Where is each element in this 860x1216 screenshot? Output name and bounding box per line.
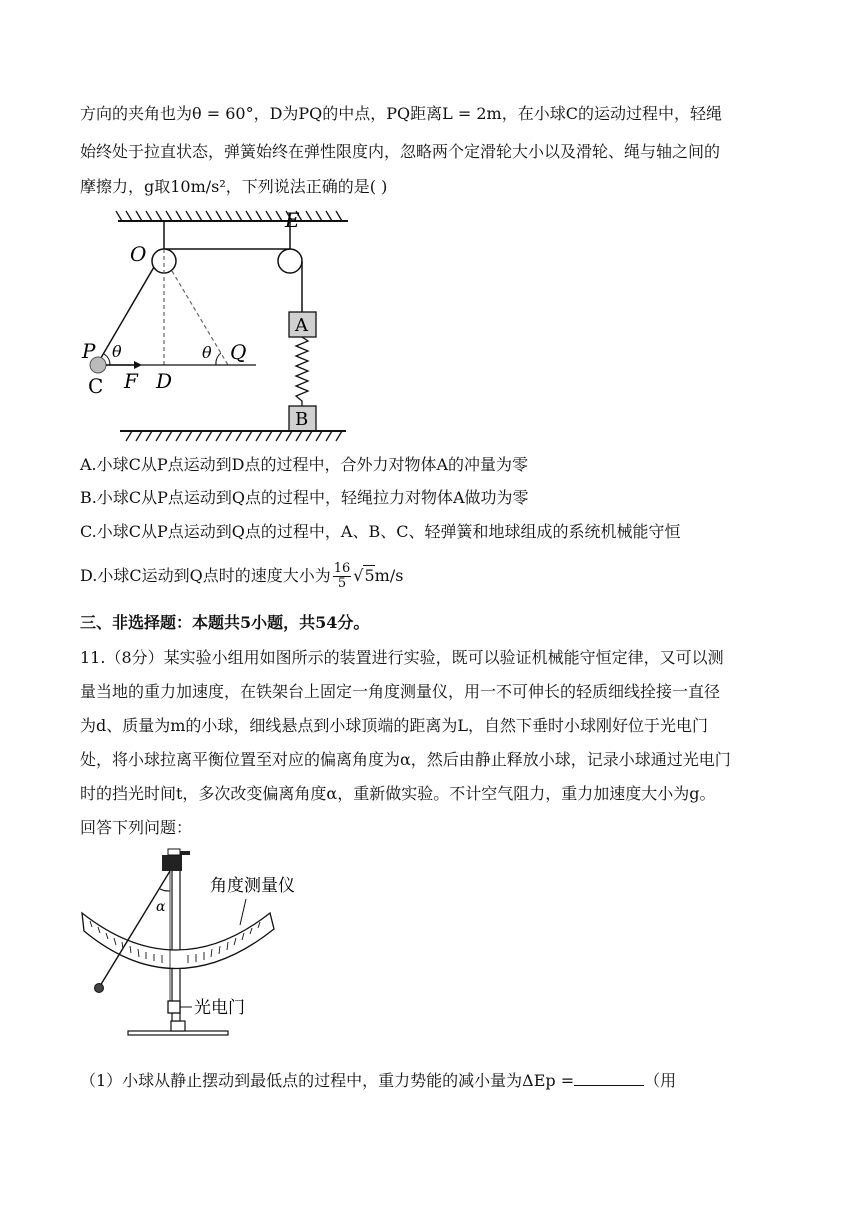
label-a: A — [295, 315, 308, 336]
q11-line-6: 回答下列问题： — [80, 818, 193, 837]
option-a: A.小球C从P点运动到D点的过程中，合外力对物体A的冲量为零 — [80, 455, 529, 474]
label-angle-meter: 角度测量仪 — [210, 876, 295, 896]
option-b: B.小球C从P点运动到Q点的过程中，轻绳拉力对物体A做功为零 — [80, 488, 529, 507]
q11-line-2: 量当地的重力加速度，在铁架台上固定一角度测量仪，用一不可伸长的轻质细线拴接一直径 — [80, 682, 721, 701]
intro-line-1: 方向的夹角也为θ = 60°，D为PQ的中点，PQ距离L = 2m，在小球C的运动过程中，轻绳 — [80, 104, 722, 123]
top-clamp — [162, 855, 182, 871]
angle-meter-diagram — [78, 845, 295, 1045]
label-c: C — [88, 374, 104, 398]
q11-part1 — [80, 1069, 676, 1093]
pendulum-ball — [95, 984, 104, 993]
q11-line-5: 时的挡光时间t，多次改变偏离角度α，重新做实验。不计空气阻力，重力加速度大小为g。 — [80, 784, 716, 803]
label-alpha: α — [156, 899, 166, 915]
q11-part1-prefix: （1）小球从静止摆动到最低点的过程中，重力势能的减小量为ΔEp = — [80, 1071, 575, 1090]
label-f: F — [124, 369, 138, 393]
section-heading: 三、非选择题：本题共5小题，共54分。 — [80, 613, 370, 632]
intro-line-2: 始终处于拉直状态，弹簧始终在弹性限度内，忽略两个定滑轮大小以及滑轮、绳与轴之间的 — [80, 142, 721, 161]
answer-blank[interactable] — [574, 1069, 644, 1086]
option-c: C.小球C从P点运动到Q点的过程中，A、B、C、轻弹簧和地球组成的系统机械能守恒 — [80, 522, 681, 541]
label-b: B — [295, 409, 309, 430]
q11-line-4: 处，将小球拉离平衡位置至对应的偏离角度为α，然后由静止释放小球，记录小球通过光电门 — [80, 750, 731, 769]
label-q: Q — [230, 340, 247, 364]
label-p: P — [82, 339, 96, 363]
option-d-root: 5 — [364, 566, 375, 585]
option-d-prefix: D.小球C运动到Q点时的速度大小为 — [80, 566, 331, 585]
q11-line-1: 11.（8分）某实验小组用如图所示的装置进行实验，既可以验证机械能守恒定律，又可以测 — [80, 648, 724, 667]
option-d-unit: m/s — [374, 566, 404, 585]
option-d-numerator: 16 — [333, 561, 351, 576]
pulley-e — [278, 249, 302, 273]
pulley-spring-diagram — [78, 205, 368, 445]
intro-line-3: 摩擦力，g取10m/s²，下列说法正确的是( ) — [80, 177, 388, 196]
option-d-denominator: 5 — [337, 576, 347, 591]
q11-line-3: 为d、质量为m的小球，细线悬点到小球顶端的距离为L，自然下垂时小球刚好位于光电门 — [80, 716, 709, 735]
spring — [296, 337, 308, 406]
label-d: D — [156, 369, 173, 393]
label-o: O — [130, 242, 147, 266]
option-d-fraction — [333, 562, 352, 591]
q11-part1-suffix: （用 — [644, 1071, 677, 1090]
label-e: E — [285, 208, 300, 232]
label-photogate: 光电门 — [194, 998, 245, 1018]
option-d: D.小球C运动到Q点时的速度大小为 $\frac{16}{5}$ √5m/s — [80, 561, 404, 591]
label-theta-right: θ — [202, 343, 212, 362]
label-theta-left: θ — [112, 342, 122, 361]
photogate — [168, 1001, 180, 1013]
